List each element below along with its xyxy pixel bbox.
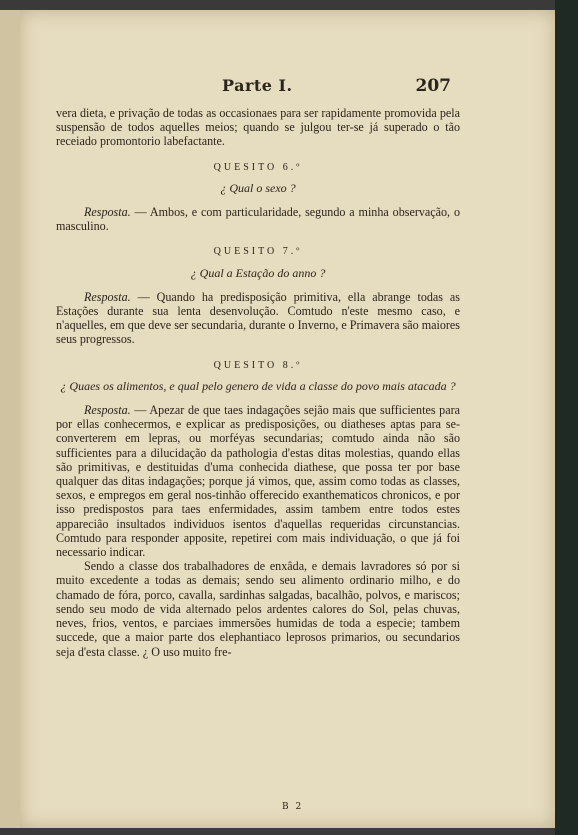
- answer-label: Resposta.: [84, 289, 131, 304]
- quesito-7-answer: [56, 290, 460, 347]
- answer-text: — Ambos, e com particularidade, segundo a minha observação, o masculino.: [56, 205, 460, 234]
- answer-text: — Apezar de que taes indagações sejão mais que sufficientes para por ellas conhecermos, e explicar as predisposições, ou diatheses aptas para se-converterem em lepras, ou morféyas secundarias; comtudo ainda não são sufficientes para a dilucidação da pathologia d'estas ditas molestias, quando ellas são primitivas, e destituidas d'uma conhecida diathese, que possa ter por base qualquer das ditas indagações; porque já vimos, que, assim como todas as classes, sexos, e empregos em geral nos-tinhão offerecido exanthematicos chronicos, e por isso predispostos para taes enfermidades, assim tambem entre todos estes appareciâo insultados individuos isentos d'aquellas requeridas circunstancias. Comtudo para responder apposite, repetirei com mais individuação, o que já foi necessario indicar.: [56, 403, 460, 560]
- printer-signature: B 2: [282, 802, 304, 812]
- page-left-edge: [0, 10, 20, 828]
- answer-label: Resposta.: [84, 205, 131, 220]
- quesito-6-answer: [56, 205, 460, 233]
- quesito-8-heading: QUESITO 8.º: [213, 359, 303, 371]
- running-title: Parte I.: [222, 76, 293, 95]
- quesito-6-question: ¿ Qual o sexo ?: [220, 180, 296, 195]
- answer-text: — Quando ha predisposição primitiva, ella abrange todas as Estações durante sua lenta desenvolução. Comtudo n'este mesmo caso, e n'aquelles, em que deve ser secundaria, durante o Inverno, e Primavera são maiores seus progressos.: [56, 289, 460, 347]
- quesito-8-answer: [56, 403, 460, 559]
- quesito-7-question: ¿ Qual a Estação do anno ?: [190, 265, 326, 280]
- paragraph-final: Sendo a classe dos trabalhadores de enxâda, e demais lavradores só por si muito excedente a todas as demais; sendo seu alimento ordinario milho, e do chamado de fóra, porco, cavalla, sardinhas salgadas, bacalhão, polvos, e mariscos; sendo seu modo de vida alternado pelos ardentes calores do Sol, pelas chuvas, neves, frios, ventos, e parciaes immersões humidas de toda a especie; tambem succede, que a maior parte dos elephantiaco leprosos primarios, ou secundarios seja d'esta classe. ¿ O uso muito fre-: [56, 559, 460, 659]
- paragraph-continuation: vera dieta, e privação de todas as occasionaes para ser rapidamente promovida pela suspensão de todos aquelles meios; quando se julgou ter-se já superado o tão receiado promontorio labefactante.: [56, 106, 460, 149]
- book-spine: [555, 0, 578, 835]
- quesito-8-question: ¿ Quaes os alimentos, e qual pelo genero de vida a classe do povo mais atacada ?: [60, 378, 456, 393]
- page-number: 207: [415, 76, 451, 96]
- book-page: [20, 10, 555, 828]
- quesito-7-heading: QUESITO 7.º: [213, 246, 303, 258]
- body-text: [56, 106, 460, 659]
- page-header: [20, 76, 555, 104]
- quesito-6-heading: QUESITO 6.º: [213, 161, 303, 173]
- answer-label: Resposta.: [84, 403, 131, 418]
